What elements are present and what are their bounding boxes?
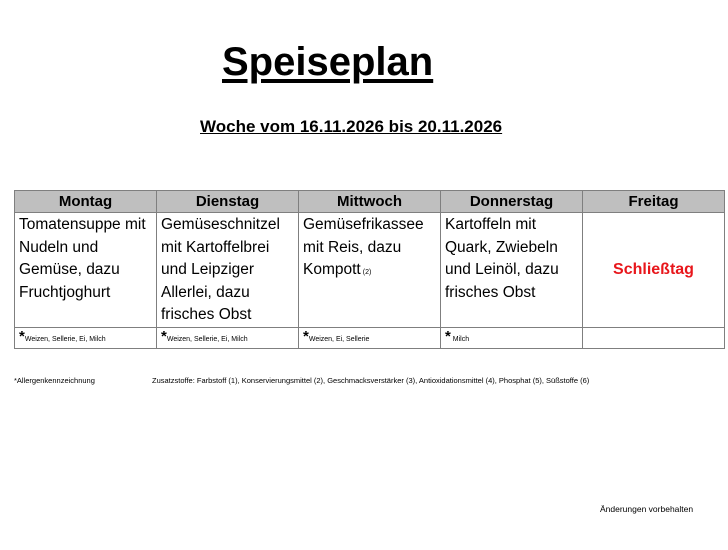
- day-header-friday: Freitag: [583, 191, 725, 213]
- meal-plan-table: [14, 190, 725, 349]
- allergen-row: [15, 327, 725, 348]
- allergens-thursday: [441, 327, 583, 348]
- meal-row: [15, 213, 725, 328]
- meal-text: Tomatensuppe mit Nudeln und Gemüse, dazu Fruchtjoghurt: [19, 216, 146, 301]
- allergen-legend: *Allergenkennzeichnung: [14, 376, 95, 385]
- meal-text: Gemüsefrikassee mit Reis, dazu Kompott: [303, 216, 424, 278]
- disclaimer: Änderungen vorbehalten: [600, 504, 694, 514]
- meal-wednesday: [299, 213, 441, 328]
- page-title: Speiseplan: [222, 40, 434, 84]
- allergen-star: *: [303, 327, 309, 345]
- allergens-wednesday: [299, 327, 441, 348]
- meal-thursday: [441, 213, 583, 328]
- weekday-header-row: [15, 191, 725, 213]
- meal-friday: [583, 213, 725, 328]
- meal-tuesday: [157, 213, 299, 328]
- closed-day-label: Schließtag: [613, 260, 694, 278]
- allergens-monday: [15, 327, 157, 348]
- allergen-star: *: [161, 327, 167, 345]
- allergen-star: *: [19, 327, 25, 345]
- allergen-list: Weizen, Sellerie, Ei, Milch: [24, 335, 106, 343]
- additive-note: (2): [362, 269, 372, 276]
- allergens-friday: [583, 327, 725, 348]
- allergen-star: *: [445, 327, 451, 345]
- allergen-list: Weizen, Sellerie, Ei, Milch: [166, 335, 248, 343]
- day-header-wednesday: Mittwoch: [299, 191, 441, 213]
- additives-legend: Zusatzstoffe: Farbstoff (1), Konservierungsmittel (2), Geschmacksverstärker (3), Antioxidationsmittel (4), Phosphat (5), Süßstoffe (6): [152, 376, 590, 385]
- day-header-monday: Montag: [15, 191, 157, 213]
- week-range: Woche vom 16.11.2026 bis 20.11.2026: [200, 117, 503, 136]
- meal-text: Kartoffeln mit Quark, Zwiebeln und Leinöl, dazu frisches Obst: [445, 216, 559, 301]
- allergen-list: Weizen, Ei, Sellerie: [308, 335, 370, 343]
- day-header-tuesday: Dienstag: [157, 191, 299, 213]
- allergens-tuesday: [157, 327, 299, 348]
- day-header-thursday: Donnerstag: [441, 191, 583, 213]
- allergen-list: Milch: [450, 335, 470, 343]
- meal-monday: [15, 213, 157, 328]
- meal-text: Gemüseschnitzel mit Kartoffelbrei und Leipziger Allerlei, dazu frisches Obst: [161, 216, 280, 323]
